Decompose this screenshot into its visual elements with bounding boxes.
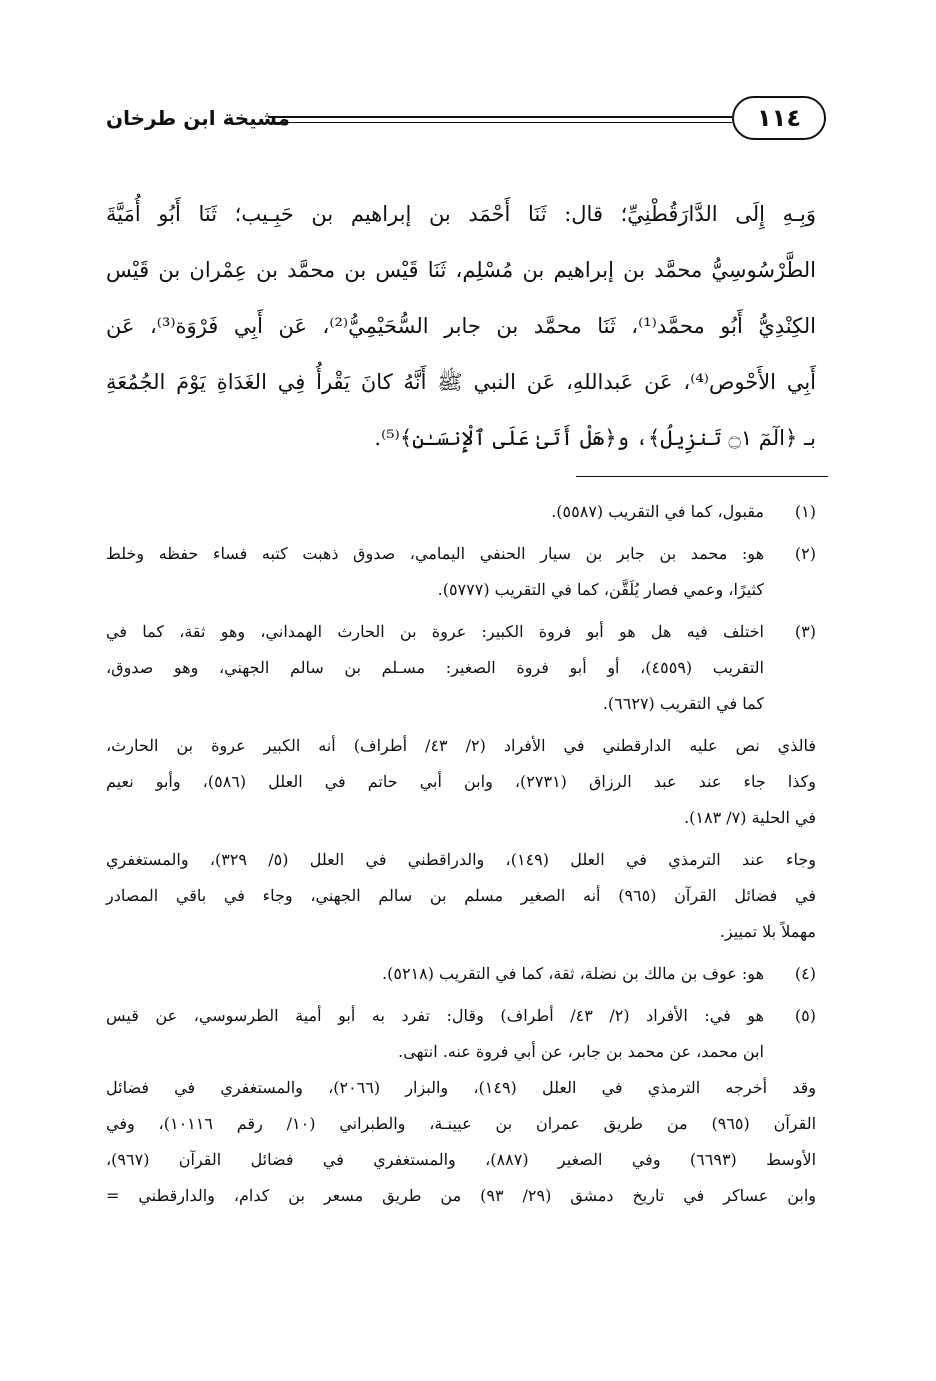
footnote-line: فالذي نص عليه الدارقطني في الأفراد (٢/ ٤٣/ أطراف) أنه الكبير عروة بن الحارث،	[106, 736, 816, 755]
footnote-line: مقبول، كما في التقريب (٥٥٨٧).	[551, 502, 764, 521]
footnote-number: (٣)	[794, 622, 816, 641]
footnotes	[106, 494, 816, 1214]
footnote-line: كثيرًا، وعمي فصار يُلَقَّن، كما في التقريب (٥٧٧٧).	[437, 580, 764, 599]
main-text	[106, 186, 816, 466]
footnote-line: وجاء عند الترمذي في العلل (١٤٩)، والدراقطني في العلل (٥/ ٣٢٩)، والمستغفري	[106, 850, 816, 869]
footnote-line: في فضائل القرآن (٩٦٥) أنه الصغير مسلم بن سالم الجهني، وجاء في باقي المصادر	[106, 886, 816, 905]
main-text-line: الطَّرْسُوسِيُّ محمَّد بن إبراهيم بن مُسْلِم، ثَنَا قَيْس بن محمَّد بن عِمْران بن قَيْس	[106, 258, 816, 282]
main-text-line: أَبِي الأَحْوص⁽⁴⁾، عَن عَبداللهِ، عَن النبي ﷺ أَنَّهُ كانَ يَقْرأُ فِي الغَدَاةِ يَوْمَ الجُمُعَةِ	[106, 370, 817, 394]
footnote-separator	[576, 476, 828, 477]
footnote-4	[106, 956, 816, 992]
running-header	[106, 96, 826, 142]
footnote-3-paragraph	[106, 842, 816, 950]
main-text-line: الكِنْدِيُّ أَبُو محمَّد⁽¹⁾، ثَنَا محمَّد بن جابر السُّحَيْمِيُّ⁽²⁾، عَن أَبِي فَرْوَة⁽³⁾، عَن	[106, 314, 816, 338]
footnote-line: في الحلية (٧/ ١٨٣).	[684, 808, 816, 827]
footnote-3-paragraph	[106, 728, 816, 836]
footnote-line: التقريب (٤٥٥٩)، أو أبو فروة الصغير: مسـلم بن سالم الجهني، وهو صدوق،	[106, 658, 765, 677]
footnote-5-paragraph	[106, 1070, 816, 1214]
footnote-line: هو: عوف بن مالك بن نضلة، ثقة، كما في التقريب (٥٢١٨).	[382, 964, 764, 983]
header-rule	[268, 116, 732, 123]
footnote-number: (٤)	[794, 964, 816, 983]
footnote-line: اختلف فيه هل هو أبو فروة الكبير: عروة بن الحارث الهمداني، وهو ثقة، كما في	[106, 622, 764, 641]
page-number-badge: ١١٤	[732, 96, 826, 140]
footnote-line: ابن محمد، عن محمد بن جابر، عن أبي فروة عنه. انتهى.	[398, 1042, 764, 1061]
footnote-line: مهملاً بلا تمييز.	[719, 922, 816, 941]
footnote-line: القرآن (٩٦٥) من طريق عمران بن عيينـة، والطبراني (١٠/ رقم ١٠١١٦)، وفي	[106, 1114, 817, 1133]
footnote-line: هو في: الأفراد (٢/ ٤٣/ أطراف) وقال: تفرد به أبو أمية الطرسوسي، عن قيس	[106, 1006, 764, 1025]
main-text-line: بـ ﴿الٓمٓ ۝١ تَنزِيلُ﴾، و﴿هَلْ أَتَىٰ عَلَى ٱلْإِنسَـٰنِ﴾⁽⁵⁾.	[374, 426, 816, 450]
footnote-3	[106, 614, 816, 722]
footnote-line: كما في التقريب (٦٦٢٧).	[602, 694, 764, 713]
footnote-2	[106, 536, 816, 608]
footnote-number: (١)	[794, 502, 816, 521]
footnote-line: الأوسط (٦٦٩٣) وفي الصغير (٨٨٧)، والمستغفري في فضائل القرآن (٩٦٧)،	[106, 1150, 817, 1169]
footnote-number: (٢)	[794, 544, 816, 563]
main-text-line: وَبِـهِ إِلَى الدَّارَقُطْنِيِّ؛ قال: ثَنَا أَحْمَد بن إبراهيم بن حَبِـيب؛ ثَنَا أَبُو أُمَيَّةَ	[106, 202, 816, 226]
footnote-line: هو: محمد بن جابر بن سيار الحنفي اليمامي، صدوق ذهبت كتبه فساء حفظه وخلط	[106, 544, 765, 563]
footnote-5	[106, 998, 816, 1070]
book-title: مشيخة ابن طرخان	[106, 106, 291, 130]
footnote-line: وكذا جاء عند عبد الرزاق (٢٧٣١)، وابن أبي حاتم في العلل (٥٨٦)، وأبو نعيم	[106, 772, 816, 791]
footnote-number: (٥)	[794, 1006, 816, 1025]
footnote-1	[106, 494, 816, 530]
footnote-line: وابن عساكر في تاريخ دمشق (٢٩/ ٩٣) من طريق مسعر بن كدام، والدارقطني =	[106, 1186, 817, 1205]
footnote-line: وقد أخرجه الترمذي في العلل (١٤٩)، والبزار (٢٠٦٦)، والمستغفري في فضائل	[106, 1078, 816, 1097]
